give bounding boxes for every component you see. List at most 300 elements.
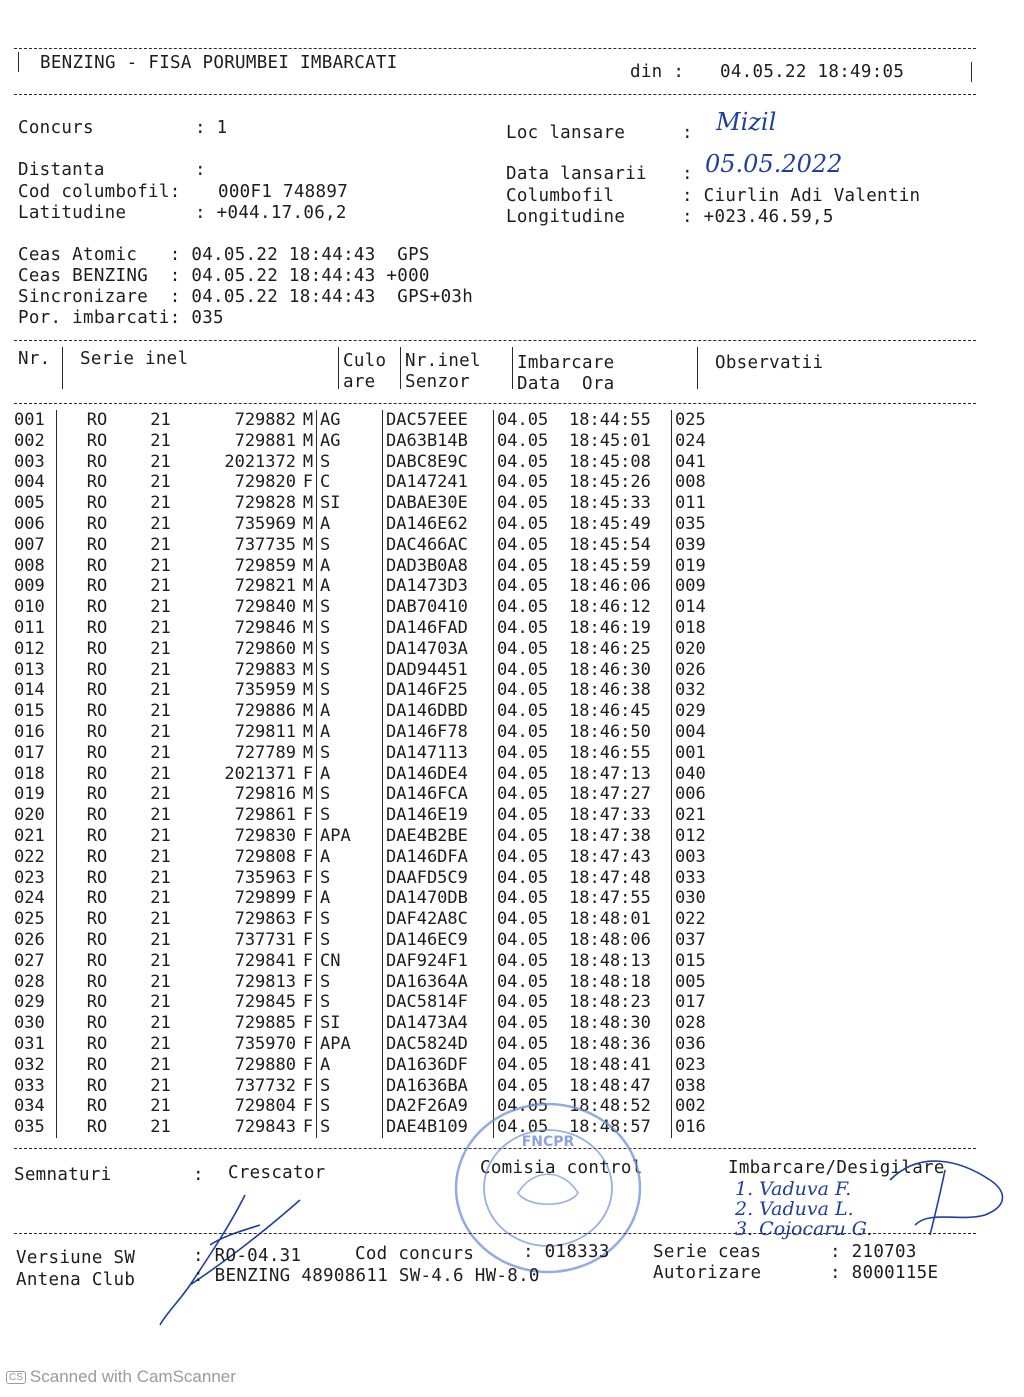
row-sensor: DA147113	[383, 743, 494, 764]
row-obs: 032	[672, 680, 736, 701]
row-obs: 024	[672, 431, 736, 452]
row-color: S	[317, 930, 383, 951]
row-ring: 729804	[234, 1096, 296, 1117]
row-time: 18:46:50	[569, 721, 651, 742]
loc-label: Loc lansare	[506, 123, 626, 143]
row-date: 04.05	[494, 1117, 570, 1138]
table-row	[14, 660, 735, 681]
row-time: 18:46:55	[569, 742, 651, 763]
row-ring: 735969	[234, 513, 296, 534]
row-ring: 729841	[234, 950, 296, 971]
row-sex: F	[302, 909, 314, 930]
row-year: 21	[150, 493, 171, 514]
row-sex: F	[302, 1013, 314, 1034]
row-sex: F	[302, 1117, 314, 1138]
row-year: 21	[150, 534, 171, 555]
row-date: 04.05	[494, 618, 570, 639]
row-sensor: DA1636DF	[383, 1055, 494, 1076]
row-ring: 2021372	[224, 451, 296, 472]
divider	[14, 1233, 976, 1234]
row-year: 21	[150, 1096, 171, 1117]
col-header-culo: Culo	[343, 351, 387, 371]
table-row	[14, 576, 735, 597]
row-ring: 729840	[234, 597, 296, 618]
table-row	[14, 951, 735, 972]
row-sex: M	[302, 784, 314, 805]
row-date: 04.05	[494, 826, 570, 847]
col-header-data-ora: Data Ora	[517, 374, 615, 394]
table-row	[14, 452, 735, 473]
distanta-value: :	[195, 160, 206, 180]
row-nr: 003	[14, 451, 45, 472]
row-sex: M	[302, 659, 314, 680]
row-sex: F	[302, 888, 314, 909]
row-time: 18:46:12	[569, 597, 651, 618]
row-sensor: DA146F78	[383, 722, 494, 743]
row-color: S	[317, 1076, 383, 1097]
row-nr: 009	[14, 576, 45, 597]
row-nr: 006	[14, 513, 45, 534]
row-obs: 012	[672, 826, 736, 847]
row-obs: 030	[672, 888, 736, 909]
row-ring: 729859	[234, 555, 296, 576]
stamp-text: FNCPR	[521, 1134, 575, 1150]
row-color: S	[317, 1096, 383, 1117]
row-year: 21	[150, 451, 171, 472]
row-color: S	[317, 972, 383, 993]
row-time: 18:46:45	[569, 701, 651, 722]
row-sex: M	[302, 742, 314, 763]
row-year: 21	[150, 1013, 171, 1034]
row-ring: 729846	[234, 617, 296, 638]
row-sex: M	[302, 638, 314, 659]
row-obs: 016	[672, 1117, 736, 1138]
row-sensor: DAC466AC	[383, 535, 494, 556]
row-obs: 009	[672, 576, 736, 597]
row-country: RO	[86, 680, 108, 701]
row-obs: 002	[672, 1096, 736, 1117]
row-year: 21	[150, 805, 171, 826]
row-color: S	[317, 618, 383, 639]
table-row	[14, 909, 735, 930]
row-nr: 030	[14, 1013, 45, 1034]
row-country: RO	[86, 555, 108, 576]
row-color: A	[317, 722, 383, 743]
row-year: 21	[150, 430, 171, 451]
versiune-label: Versiune SW	[16, 1248, 136, 1268]
row-obs: 022	[672, 909, 736, 930]
row-year: 21	[150, 909, 171, 930]
row-date: 04.05	[494, 452, 570, 473]
row-time: 18:48:57	[569, 1117, 651, 1138]
row-nr: 022	[14, 846, 45, 867]
row-country: RO	[86, 1054, 108, 1075]
row-date: 04.05	[494, 805, 570, 826]
row-country: RO	[86, 784, 108, 805]
row-ring: 729899	[234, 888, 296, 909]
divider	[338, 347, 339, 389]
row-sensor: DA63B14B	[383, 431, 494, 452]
clock-atomic: Ceas Atomic : 04.05.22 18:44:43 GPS	[18, 245, 430, 265]
row-sex: F	[302, 929, 314, 950]
row-country: RO	[86, 1033, 108, 1054]
row-date: 04.05	[494, 639, 570, 660]
row-country: RO	[86, 430, 108, 451]
row-time: 18:48:23	[569, 992, 651, 1013]
row-time: 18:47:33	[569, 805, 651, 826]
semnaturi-colon: :	[193, 1165, 204, 1185]
row-sensor: DAC5824D	[383, 1034, 494, 1055]
row-date: 04.05	[494, 784, 570, 805]
row-sex: M	[302, 721, 314, 742]
row-obs: 026	[672, 660, 736, 681]
col-header-observatii: Observatii	[715, 353, 824, 373]
table-row	[14, 805, 735, 826]
divider	[697, 347, 698, 389]
row-time: 18:48:47	[569, 1075, 651, 1096]
row-sensor: DA146E62	[383, 514, 494, 535]
row-color: S	[317, 452, 383, 473]
row-sensor: DAF924F1	[383, 951, 494, 972]
signature-name-3: 3. Cojocaru G.	[735, 1218, 873, 1240]
table-row	[14, 639, 735, 660]
semnaturi-label: Semnaturi	[14, 1165, 112, 1185]
row-nr: 035	[14, 1117, 45, 1138]
row-sex: F	[302, 992, 314, 1013]
row-date: 04.05	[494, 951, 570, 972]
row-color: A	[317, 514, 383, 535]
row-time: 18:48:06	[569, 929, 651, 950]
row-ring: 729828	[234, 493, 296, 514]
scanner-watermark	[6, 1367, 236, 1387]
row-time: 18:47:27	[569, 784, 651, 805]
table-row	[14, 972, 735, 993]
row-sensor: DA147241	[383, 472, 494, 493]
row-date: 04.05	[494, 514, 570, 535]
signature-imbarcare-icon	[870, 1140, 1020, 1240]
row-date: 04.05	[494, 743, 570, 764]
row-sensor: DAE4B2BE	[383, 826, 494, 847]
col-header-imbarcare: Imbarcare	[517, 353, 615, 373]
serie-ceas-value: : 210703	[830, 1242, 917, 1262]
row-ring: 729883	[234, 659, 296, 680]
long-value: : +023.46.59,5	[682, 207, 834, 227]
row-nr: 011	[14, 617, 45, 638]
concurs-value: : 1	[195, 118, 228, 138]
row-sensor: DAD94451	[383, 660, 494, 681]
row-date: 04.05	[494, 410, 570, 431]
data-lansare-value: :	[682, 164, 693, 184]
row-sex: M	[302, 513, 314, 534]
row-sensor: DAE4B109	[383, 1117, 494, 1138]
row-date: 04.05	[494, 764, 570, 785]
row-time: 18:45:26	[569, 472, 651, 493]
row-sex: F	[302, 763, 314, 784]
row-country: RO	[86, 472, 108, 493]
columbofil-label: Columbofil	[506, 186, 615, 206]
row-country: RO	[86, 493, 108, 514]
row-sensor: DAF42A8C	[383, 909, 494, 930]
row-sensor: DA146FCA	[383, 784, 494, 805]
row-sensor: DA1473D3	[383, 576, 494, 597]
row-obs: 011	[672, 493, 736, 514]
row-country: RO	[86, 410, 108, 430]
row-time: 18:48:13	[569, 950, 651, 971]
row-color: A	[317, 888, 383, 909]
row-obs: 005	[672, 972, 736, 993]
row-obs: 018	[672, 618, 736, 639]
row-country: RO	[86, 763, 108, 784]
table-row	[14, 472, 735, 493]
row-country: RO	[86, 1075, 108, 1096]
row-country: RO	[86, 950, 108, 971]
row-color: S	[317, 784, 383, 805]
row-sex: F	[302, 867, 314, 888]
row-nr: 015	[14, 701, 45, 722]
row-year: 21	[150, 763, 171, 784]
lat-label: Latitudine	[18, 203, 127, 223]
row-obs: 019	[672, 556, 736, 577]
distanta-label: Distanta	[18, 160, 105, 180]
table-row	[14, 680, 735, 701]
versiune-value: : RO-04.31	[193, 1246, 302, 1266]
col-header-are: are	[343, 372, 376, 392]
row-year: 21	[150, 659, 171, 680]
table-row	[14, 930, 735, 951]
row-obs: 029	[672, 701, 736, 722]
row-obs: 003	[672, 847, 736, 868]
row-ring: 729881	[234, 430, 296, 451]
table-row	[14, 743, 735, 764]
row-obs: 004	[672, 722, 736, 743]
row-nr: 033	[14, 1075, 45, 1096]
divider	[14, 403, 976, 404]
row-date: 04.05	[494, 930, 570, 951]
row-year: 21	[150, 992, 171, 1013]
row-country: RO	[86, 576, 108, 597]
row-ring: 737732	[234, 1075, 296, 1096]
row-date: 04.05	[494, 1076, 570, 1097]
row-sex: M	[302, 410, 314, 430]
row-country: RO	[86, 597, 108, 618]
row-sex: F	[302, 1054, 314, 1075]
row-obs: 023	[672, 1055, 736, 1076]
row-time: 18:46:19	[569, 617, 651, 638]
row-country: RO	[86, 971, 108, 992]
row-year: 21	[150, 1054, 171, 1075]
table-row	[14, 847, 735, 868]
data-lansare-handwritten: 05.05.2022	[705, 150, 843, 178]
row-year: 21	[150, 555, 171, 576]
row-year: 21	[150, 784, 171, 805]
row-country: RO	[86, 534, 108, 555]
row-year: 21	[150, 410, 171, 430]
row-ring: 737731	[234, 929, 296, 950]
row-date: 04.05	[494, 992, 570, 1013]
row-nr: 019	[14, 784, 45, 805]
divider	[14, 340, 976, 341]
row-obs: 008	[672, 472, 736, 493]
cod-concurs-label: Cod concurs	[355, 1244, 475, 1264]
row-year: 21	[150, 1075, 171, 1096]
divider	[14, 94, 976, 95]
row-sex: F	[302, 805, 314, 826]
concurs-label: Concurs	[18, 118, 94, 138]
row-nr: 008	[14, 555, 45, 576]
table-row	[14, 535, 735, 556]
crescator-label: Crescator	[228, 1163, 326, 1183]
row-sensor: DA146E19	[383, 805, 494, 826]
row-sensor: DA1473A4	[383, 1013, 494, 1034]
table-row	[14, 826, 735, 847]
camscanner-icon: CS	[6, 1371, 26, 1384]
row-sensor: DAD3B0A8	[383, 556, 494, 577]
row-country: RO	[86, 825, 108, 846]
row-date: 04.05	[494, 888, 570, 909]
row-obs: 020	[672, 639, 736, 660]
row-obs: 039	[672, 535, 736, 556]
row-ring: 729813	[234, 971, 296, 992]
row-color: S	[317, 909, 383, 930]
row-color: A	[317, 1055, 383, 1076]
autorizare-label: Autorizare	[653, 1263, 762, 1283]
row-nr: 013	[14, 659, 45, 680]
row-time: 18:44:55	[569, 410, 651, 430]
table-row	[14, 1076, 735, 1097]
row-nr: 028	[14, 971, 45, 992]
row-nr: 002	[14, 430, 45, 451]
row-country: RO	[86, 992, 108, 1013]
row-country: RO	[86, 721, 108, 742]
row-nr: 020	[14, 805, 45, 826]
divider	[971, 62, 972, 82]
table-row	[14, 556, 735, 577]
row-sex: M	[302, 555, 314, 576]
row-date: 04.05	[494, 556, 570, 577]
row-sex: F	[302, 1075, 314, 1096]
row-date: 04.05	[494, 431, 570, 452]
row-year: 21	[150, 1117, 171, 1138]
row-ring: 729885	[234, 1013, 296, 1034]
row-ring: 729860	[234, 638, 296, 659]
divider	[62, 347, 63, 389]
data-lansare-label: Data lansarii	[506, 164, 647, 184]
row-sensor: DA146DFA	[383, 847, 494, 868]
row-nr: 010	[14, 597, 45, 618]
table-row	[14, 701, 735, 722]
row-color: S	[317, 992, 383, 1013]
row-nr: 014	[14, 680, 45, 701]
row-sensor: DA146EC9	[383, 930, 494, 951]
row-sensor: DA146DE4	[383, 764, 494, 785]
row-sex: M	[302, 680, 314, 701]
row-ring: 729843	[234, 1117, 296, 1138]
row-time: 18:47:43	[569, 846, 651, 867]
row-color: S	[317, 639, 383, 660]
row-year: 21	[150, 721, 171, 742]
table-row	[14, 1055, 735, 1076]
table-row	[14, 784, 735, 805]
row-time: 18:47:13	[569, 763, 651, 784]
divider	[400, 347, 401, 389]
row-country: RO	[86, 659, 108, 680]
signature-name-1: 1. Vaduva F.	[735, 1178, 852, 1200]
row-nr: 034	[14, 1096, 45, 1117]
row-color: A	[317, 847, 383, 868]
row-nr: 012	[14, 638, 45, 659]
row-date: 04.05	[494, 1055, 570, 1076]
table-row	[14, 493, 735, 514]
row-nr: 032	[14, 1054, 45, 1075]
table-row	[14, 410, 735, 431]
row-date: 04.05	[494, 722, 570, 743]
row-color: SI	[317, 1013, 383, 1034]
row-nr: 024	[14, 888, 45, 909]
row-obs: 037	[672, 930, 736, 951]
row-sensor: DA2F26A9	[383, 1096, 494, 1117]
table-row	[14, 888, 735, 909]
row-year: 21	[150, 888, 171, 909]
row-sensor: DA146DBD	[383, 701, 494, 722]
row-sensor: DA16364A	[383, 972, 494, 993]
table-row	[14, 1013, 735, 1034]
long-label: Longitudine	[506, 207, 626, 227]
row-color: A	[317, 556, 383, 577]
row-time: 18:45:49	[569, 513, 651, 534]
divider	[512, 347, 513, 389]
autorizare-value: : 8000115E	[830, 1263, 939, 1283]
row-ring: 729886	[234, 701, 296, 722]
row-time: 18:46:25	[569, 638, 651, 659]
row-country: RO	[86, 867, 108, 888]
row-nr: 025	[14, 909, 45, 930]
row-sensor: DA146F25	[383, 680, 494, 701]
row-country: RO	[86, 1096, 108, 1117]
row-color: A	[317, 701, 383, 722]
antena-label: Antena Club	[16, 1270, 136, 1290]
row-year: 21	[150, 472, 171, 493]
row-country: RO	[86, 742, 108, 763]
divider	[14, 48, 976, 49]
cod-label: Cod columbofil:	[18, 182, 181, 202]
row-country: RO	[86, 888, 108, 909]
row-ring: 729816	[234, 784, 296, 805]
col-header-nr: Nr.	[18, 349, 51, 369]
cod-value: 000F1 748897	[218, 182, 349, 202]
row-obs: 036	[672, 1034, 736, 1055]
row-ring: 729845	[234, 992, 296, 1013]
row-obs: 040	[672, 764, 736, 785]
columbofil-value: : Ciurlin Adi Valentin	[682, 186, 921, 206]
row-ring: 729808	[234, 846, 296, 867]
table-row	[14, 618, 735, 639]
row-sensor: DA146FAD	[383, 618, 494, 639]
row-sex: F	[302, 846, 314, 867]
row-year: 21	[150, 576, 171, 597]
loc-value: :	[682, 123, 693, 143]
row-color: S	[317, 805, 383, 826]
row-sex: M	[302, 701, 314, 722]
row-date: 04.05	[494, 1013, 570, 1034]
row-time: 18:48:01	[569, 909, 651, 930]
row-color: A	[317, 764, 383, 785]
row-date: 04.05	[494, 847, 570, 868]
row-ring: 729830	[234, 825, 296, 846]
row-date: 04.05	[494, 472, 570, 493]
row-obs: 025	[672, 410, 736, 431]
row-nr: 031	[14, 1033, 45, 1054]
row-nr: 027	[14, 950, 45, 971]
